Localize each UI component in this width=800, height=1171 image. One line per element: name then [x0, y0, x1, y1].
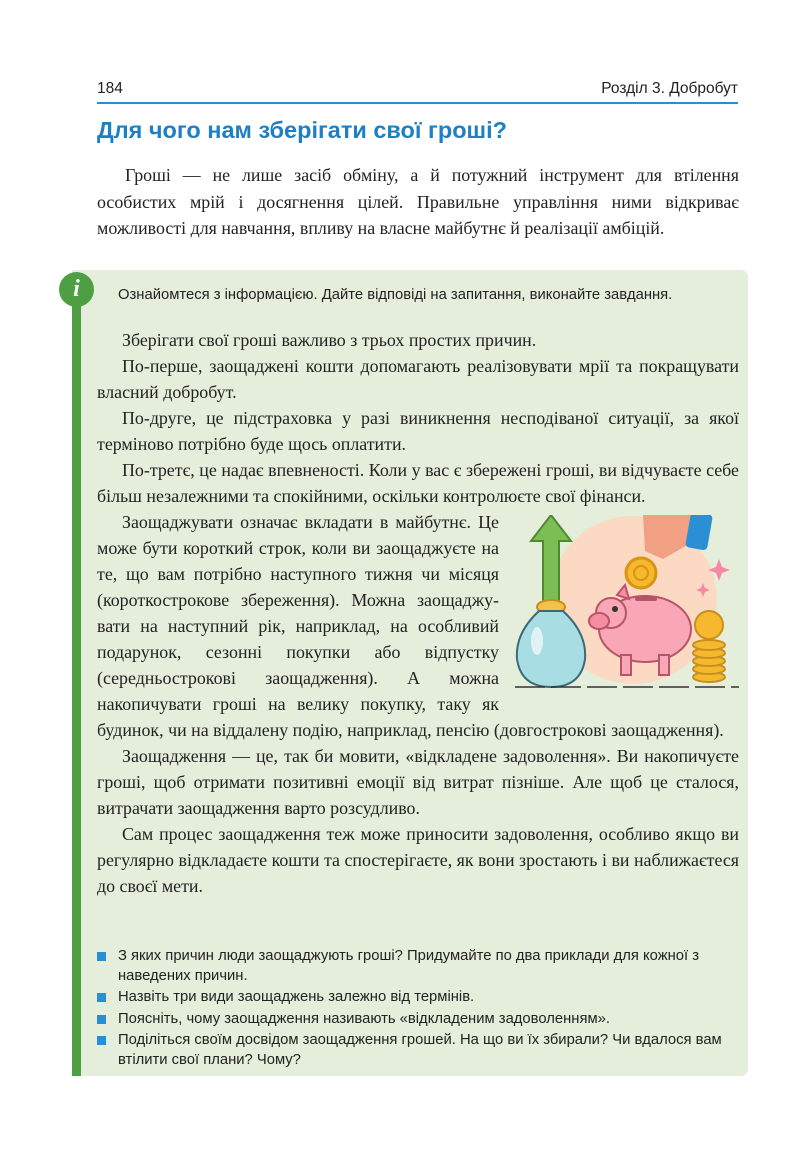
info-paragraph: Зберігати свої гроші важливо з трьох простих причин. — [122, 330, 537, 350]
task-instruction: Ознайомтеся з інформацією. Дайте відповіді на запитання, виконайте завдання. — [118, 287, 673, 303]
page-title: Для чого нам зберігати свої гроші? — [97, 117, 508, 143]
header-divider — [97, 102, 738, 104]
question-text: Назвіть три види заощаджень залежно від термінів. — [118, 989, 475, 1005]
info-paragraph: По-перше, заощаджені кошти допомагають реалізовувати мрії та покращувати власний добробут. — [97, 356, 739, 402]
question-item — [97, 1010, 739, 1030]
question-item — [97, 1031, 739, 1070]
question-text: З яких причин люди заощаджують гроші? Придумайте по два приклади для кожної з наведених причин. — [118, 948, 700, 984]
info-box-bar — [72, 288, 81, 1076]
info-paragraph: Заощаджувати означає вкладати в майбутнє. Це може бути короткий строк, коли ви заощаджуєте на те, що вам потрібно наступного тижня чи місяця (короткострокове збереження). Можна заощаджувати на наступний рік, наприклад, на особливий подарунок, сезонні покупки або відпустку (середньострокові заощадження). А можна накопичувати гроші на велику покупку, таку як будинок, чи на віддалену подію, наприклад, пенсію (довгострокові заощадження). — [97, 512, 724, 740]
info-icon: i — [59, 272, 94, 307]
intro-paragraph: Гроші — не лише засіб обміну, а й потужний інструмент для втілення особистих мрій і досягнення цілей. Правильне управління ними відкриває можливості для навчання, впливу на власне майбутнє й реалізації амбіцій. — [97, 165, 739, 238]
bullet-square-icon — [97, 1036, 106, 1045]
question-list — [97, 947, 739, 1072]
question-item — [97, 988, 739, 1008]
question-text: Поясніть, чому заощадження називають «відкладеним задоволенням». — [118, 1010, 610, 1027]
question-item — [97, 947, 739, 986]
question-text: Поділіться своїм досвідом заощадження грошей. На що ви їх збирали? Чи вдалося вам втілити свої плани? Чому? — [118, 1032, 722, 1068]
info-paragraph: По-третє, це надає впевненості. Коли у вас є збережені гроші, ви відчуваєте себе більш незалежними та спокійними, оскільки контролюєте свої фінанси. — [97, 460, 739, 506]
piggy-bank-illustration — [513, 515, 739, 693]
info-paragraph: Заощадження — це, так би мовити, «відкладене задоволення». Ви накопичуєте гроші, щоб отримати позитивні емоції від витрат пізніше. Але щоб це сталося, витрачати заощадження варто розсудливо. — [97, 746, 739, 818]
bullet-square-icon — [97, 952, 106, 961]
section-title: Розділ 3. Добробут — [601, 80, 738, 97]
bullet-square-icon — [97, 993, 106, 1002]
info-text — [97, 327, 739, 899]
bullet-square-icon — [97, 1015, 106, 1024]
page-number: 184 — [97, 80, 123, 97]
info-paragraph: По-друге, це підстраховка у разі виникнення несподіваної ситуації, за якої терміново потрібно буде щось оплатити. — [97, 408, 739, 454]
page-header — [97, 80, 738, 102]
info-paragraph: Сам процес заощадження теж може приносити задоволення, особливо якщо ви регулярно відкладаєте кошти та спостерігаєте, як вони зростають і ви наближаєтеся до своєї мети. — [97, 824, 739, 896]
